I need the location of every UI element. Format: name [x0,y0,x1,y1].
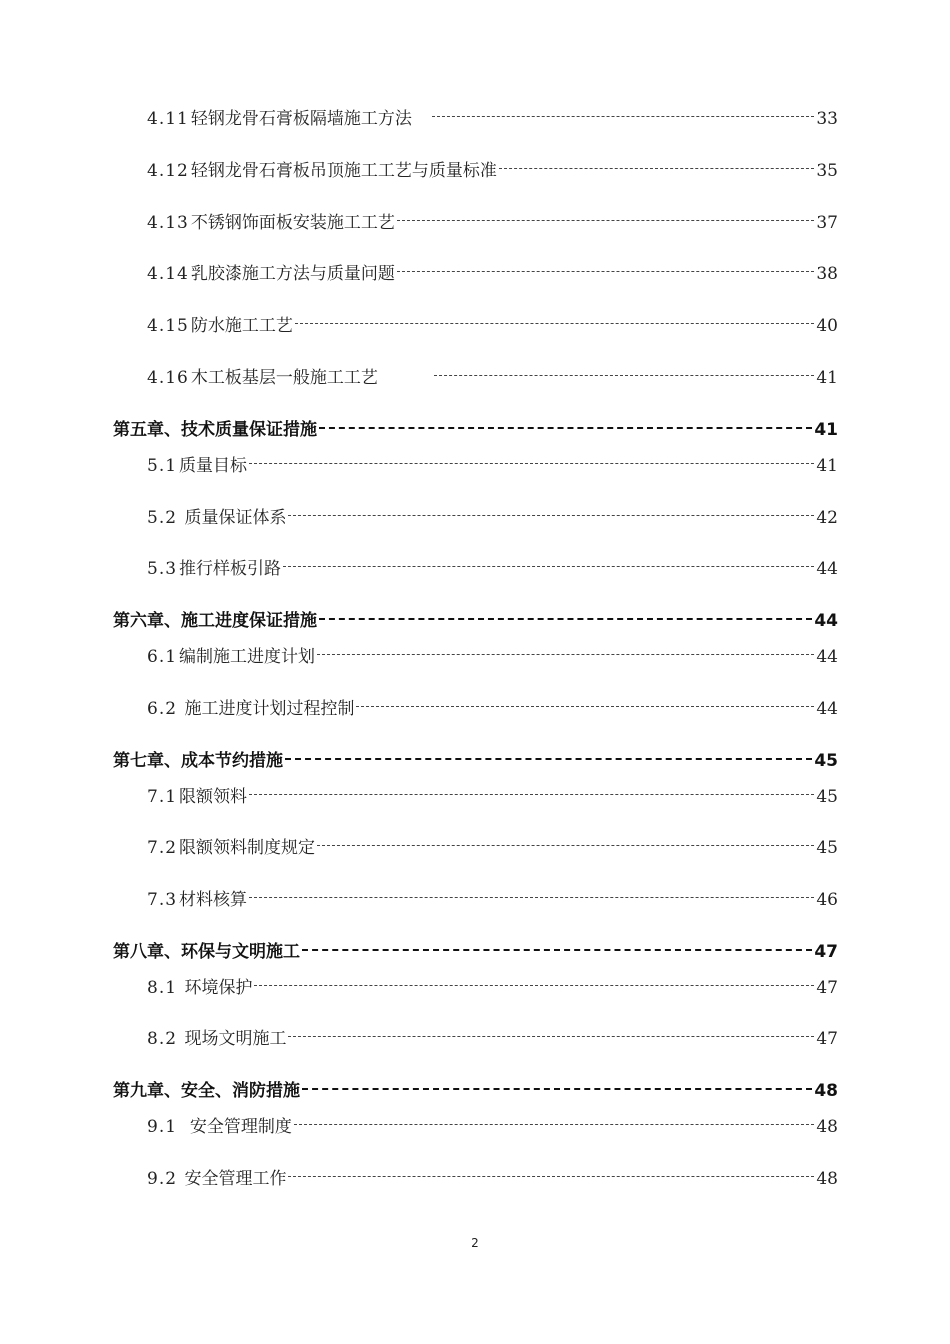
toc-entry-7-2[interactable] [147,833,838,857]
dot-leader [295,314,814,331]
toc-chapter-title: 第五章、技术质量保证措施 [113,420,317,439]
dot-leader [317,645,814,662]
toc-entry-page: 47 [816,1029,838,1048]
page-number: 2 [471,1236,479,1250]
toc-entry-page: 33 [816,109,838,128]
toc-entry-number: 7.3 [147,890,178,909]
toc-chapter-page: 41 [814,420,838,439]
toc-entry-number: 4.16 [147,368,189,387]
dot-leader [397,211,814,228]
toc-entry-page: 41 [816,368,838,387]
toc-entry-page: 44 [816,699,838,718]
toc-entry-9-1[interactable] [147,1112,838,1136]
dot-leader [302,1079,812,1096]
toc-entry-4-12[interactable] [147,156,838,180]
toc-entry-8-1[interactable] [147,973,838,997]
dot-leader [319,418,812,435]
toc-entry-4-14[interactable] [147,259,838,283]
toc-entry-8-2[interactable] [147,1024,838,1048]
toc-entry-page: 38 [816,264,838,283]
toc-entry-title: 施工进度计划过程控制 [179,699,355,718]
dot-leader [288,1027,814,1044]
toc-entry-4-11[interactable] [147,104,838,128]
toc-entry-4-15[interactable] [147,311,838,335]
toc-entry-title: 轻钢龙骨石膏板吊顶施工工艺与质量标准 [190,161,497,180]
toc-entry-number: 4.13 [147,213,189,232]
toc-entry-title: 木工板基层一般施工工艺 [190,368,378,387]
dot-leader [302,940,812,957]
toc-chapter-title: 第九章、安全、消防措施 [113,1081,300,1100]
toc-chapter-title: 第七章、成本节约措施 [113,751,283,770]
toc-entry-5-3[interactable] [147,554,838,578]
toc-entry-title: 环境保护 [179,978,253,997]
dot-leader [432,107,814,124]
dot-leader [288,1167,814,1184]
toc-entry-title: 轻钢龙骨石膏板隔墙施工方法 [190,109,412,128]
dot-leader [499,159,814,176]
toc-entry-number: 8.1 [147,978,178,997]
toc-chapter-5[interactable] [113,415,838,439]
toc-entry-title: 现场文明施工 [179,1029,287,1048]
toc-entry-title: 限额领料 [179,787,248,806]
toc-entry-page: 42 [816,508,838,527]
toc-entry-number: 4.11 [147,109,189,128]
toc-entry-6-1[interactable] [147,642,838,666]
dot-leader [283,557,814,574]
dot-leader [319,609,812,626]
toc-entry-title: 防水施工工艺 [190,316,293,335]
toc-entry-title: 质量目标 [179,456,248,475]
toc-entry-title: 推行样板引路 [179,559,282,578]
toc-entry-7-1[interactable] [147,782,838,806]
toc-chapter-page: 48 [814,1081,838,1100]
toc-chapter-8[interactable] [113,937,838,961]
dot-leader [397,262,814,279]
toc-entry-page: 46 [816,890,838,909]
toc-entry-number: 5.1 [147,456,178,475]
toc-entry-5-2[interactable] [147,503,838,527]
toc-entry-page: 45 [816,838,838,857]
toc-entry-title: 安全管理工作 [179,1169,287,1188]
toc-chapter-page: 44 [814,611,838,630]
toc-entry-page: 48 [816,1117,838,1136]
toc-entry-number: 9.2 [147,1169,178,1188]
dot-leader [294,1115,814,1132]
dot-leader [356,697,814,714]
toc-entry-page: 44 [816,559,838,578]
toc-entry-number: 6.2 [147,699,178,718]
dot-leader [434,366,814,383]
toc-entry-page: 47 [816,978,838,997]
dot-leader [285,749,812,766]
dot-leader [249,785,814,802]
toc-entry-number: 4.15 [147,316,189,335]
toc-entry-9-2[interactable] [147,1164,838,1188]
toc-entry-number: 5.2 [147,508,178,527]
toc-entry-page: 37 [816,213,838,232]
toc-chapter-page: 45 [814,751,838,770]
toc-entry-6-2[interactable] [147,694,838,718]
toc-entry-title: 不锈钢饰面板安装施工工艺 [190,213,395,232]
toc-entry-number: 4.14 [147,264,189,283]
dot-leader [249,454,814,471]
toc-entry-title: 材料核算 [179,890,248,909]
toc-entry-number: 8.2 [147,1029,178,1048]
dot-leader [317,836,814,853]
toc-entry-number: 7.1 [147,787,178,806]
toc-entry-page: 45 [816,787,838,806]
toc-entry-number: 5.3 [147,559,178,578]
dot-leader [288,506,814,523]
toc-entry-number: 6.1 [147,647,178,666]
dot-leader [254,976,814,993]
toc-entry-page: 35 [816,161,838,180]
toc-entry-title: 编制施工进度计划 [179,647,316,666]
toc-entry-title: 安全管理制度 [179,1117,292,1136]
toc-chapter-9[interactable] [113,1076,838,1100]
toc-entry-title: 质量保证体系 [179,508,287,527]
toc-entry-number: 9.1 [147,1117,178,1136]
toc-entry-title: 乳胶漆施工方法与质量问题 [190,264,395,283]
toc-chapter-page: 47 [814,942,838,961]
toc-chapter-title: 第六章、施工进度保证措施 [113,611,317,630]
toc-entry-page: 41 [816,456,838,475]
toc-entry-page: 40 [816,316,838,335]
toc-entry-5-1[interactable] [147,451,838,475]
toc-entry-page: 48 [816,1169,838,1188]
toc-entry-page: 44 [816,647,838,666]
toc-entry-number: 4.12 [147,161,189,180]
toc-chapter-title: 第八章、环保与文明施工 [113,942,300,961]
toc-entry-4-13[interactable] [147,208,838,232]
toc-entry-7-3[interactable] [147,885,838,909]
toc-chapter-6[interactable] [113,606,838,630]
toc-entry-number: 7.2 [147,838,178,857]
toc-chapter-7[interactable] [113,746,838,770]
toc-entry-4-16[interactable] [147,363,838,387]
toc-entry-title: 限额领料制度规定 [179,838,316,857]
dot-leader [249,888,814,905]
